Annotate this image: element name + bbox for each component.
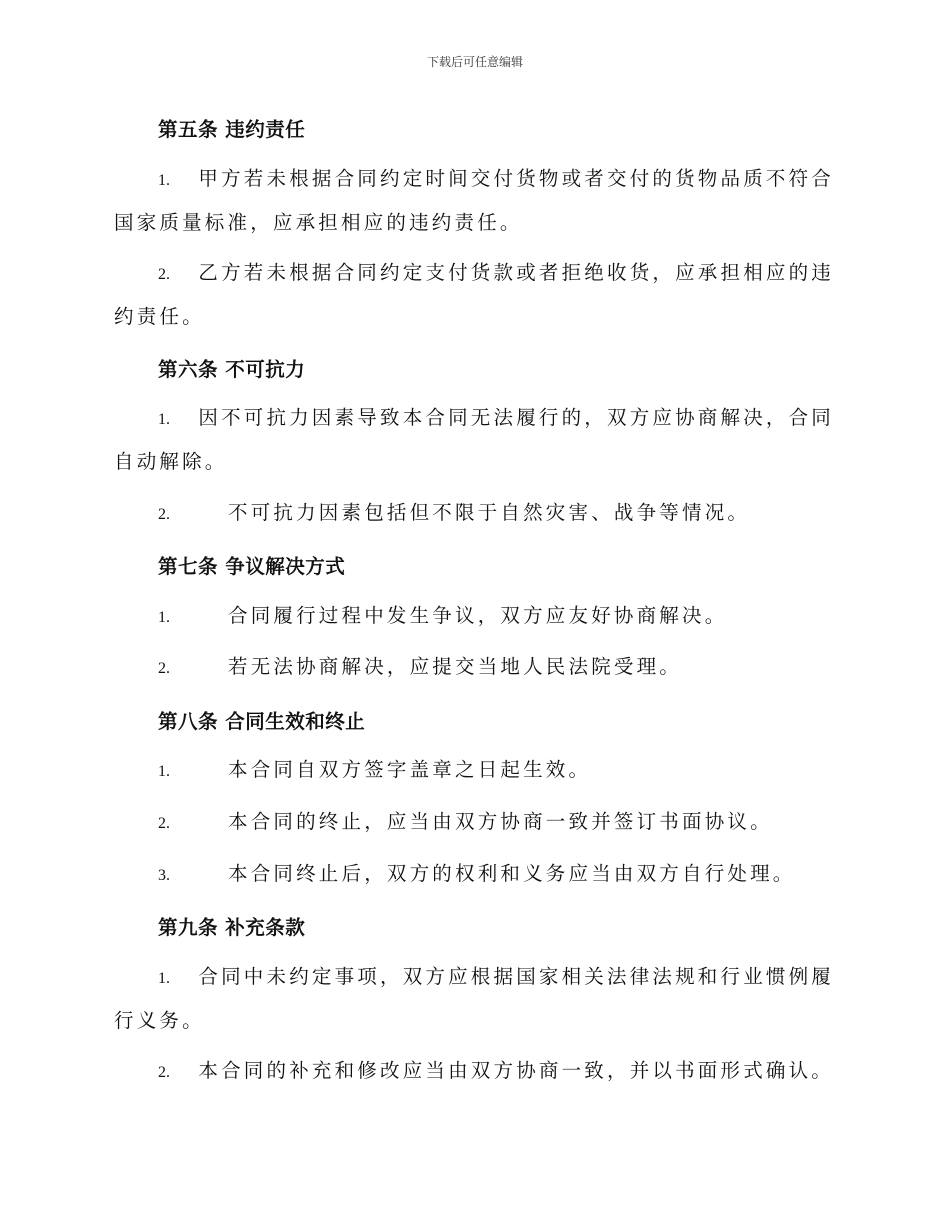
clause-text: 本合同终止后，双方的权利和义务应当由双方自行处理。	[228, 862, 796, 885]
clause-text-continued: 国家质量标准，应承担相应的违约责任。	[114, 211, 523, 234]
clause-item	[114, 252, 834, 338]
clause-text-continued: 约责任。	[114, 305, 205, 328]
clause-text-continued: 自动解除。	[114, 450, 228, 473]
clause-number: 1.	[158, 763, 170, 780]
clause-number: 2.	[158, 660, 170, 677]
clause-text-continued: 行义务。	[114, 1009, 205, 1032]
clause-text: 若无法协商解决，应提交当地人民法院受理。	[228, 655, 683, 678]
clause-text: 本合同的终止，应当由双方协商一致并签订书面协议。	[228, 810, 773, 833]
clause-text: 甲方若未根据合同约定时间交付货物或者交付的货物品质不符合	[198, 167, 834, 190]
clause-number: 2.	[158, 506, 170, 523]
clause-number: 1.	[158, 411, 170, 428]
section-heading: 第八条 合同生效和终止	[158, 710, 366, 733]
clause-number: 2.	[158, 1064, 170, 1081]
clause-item	[114, 749, 834, 793]
clause-item	[114, 492, 834, 536]
clause-text: 因不可抗力因素导致本合同无法履行的，双方应协商解决，合同	[198, 406, 834, 429]
clause-item	[114, 595, 834, 639]
clause-number: 1.	[158, 172, 170, 189]
clause-item	[114, 397, 834, 483]
section-heading: 第九条 补充条款	[158, 916, 306, 939]
clause-number: 1.	[158, 970, 170, 987]
section-heading: 第五条 违约责任	[158, 118, 306, 141]
clause-text: 本合同的补充和修改应当由双方协商一致，并以书面形式确认。	[198, 1059, 834, 1082]
clause-item	[114, 1050, 834, 1094]
clause-text: 合同履行过程中发生争议，双方应友好协商解决。	[228, 604, 728, 627]
clause-number: 2.	[158, 815, 170, 832]
clause-text: 合同中未约定事项，双方应根据国家相关法律法规和行业惯例履	[198, 965, 834, 988]
clause-item	[114, 158, 834, 244]
clause-item	[114, 646, 834, 690]
clause-number: 2.	[158, 266, 170, 283]
clause-text: 乙方若未根据合同约定支付货款或者拒绝收货，应承担相应的违	[198, 261, 834, 284]
clause-text: 本合同自双方签字盖章之日起生效。	[228, 758, 592, 781]
page-header-note: 下载后可任意编辑	[426, 55, 523, 69]
clause-item	[114, 801, 834, 845]
clause-text: 不可抗力因素包括但不限于自然灾害、战争等情况。	[228, 501, 751, 524]
section-heading: 第六条 不可抗力	[158, 358, 306, 381]
clause-number: 1.	[158, 609, 170, 626]
clause-item	[114, 956, 834, 1042]
clause-item	[114, 853, 834, 897]
section-heading: 第七条 争议解决方式	[158, 555, 346, 578]
clause-number: 3.	[158, 867, 170, 884]
